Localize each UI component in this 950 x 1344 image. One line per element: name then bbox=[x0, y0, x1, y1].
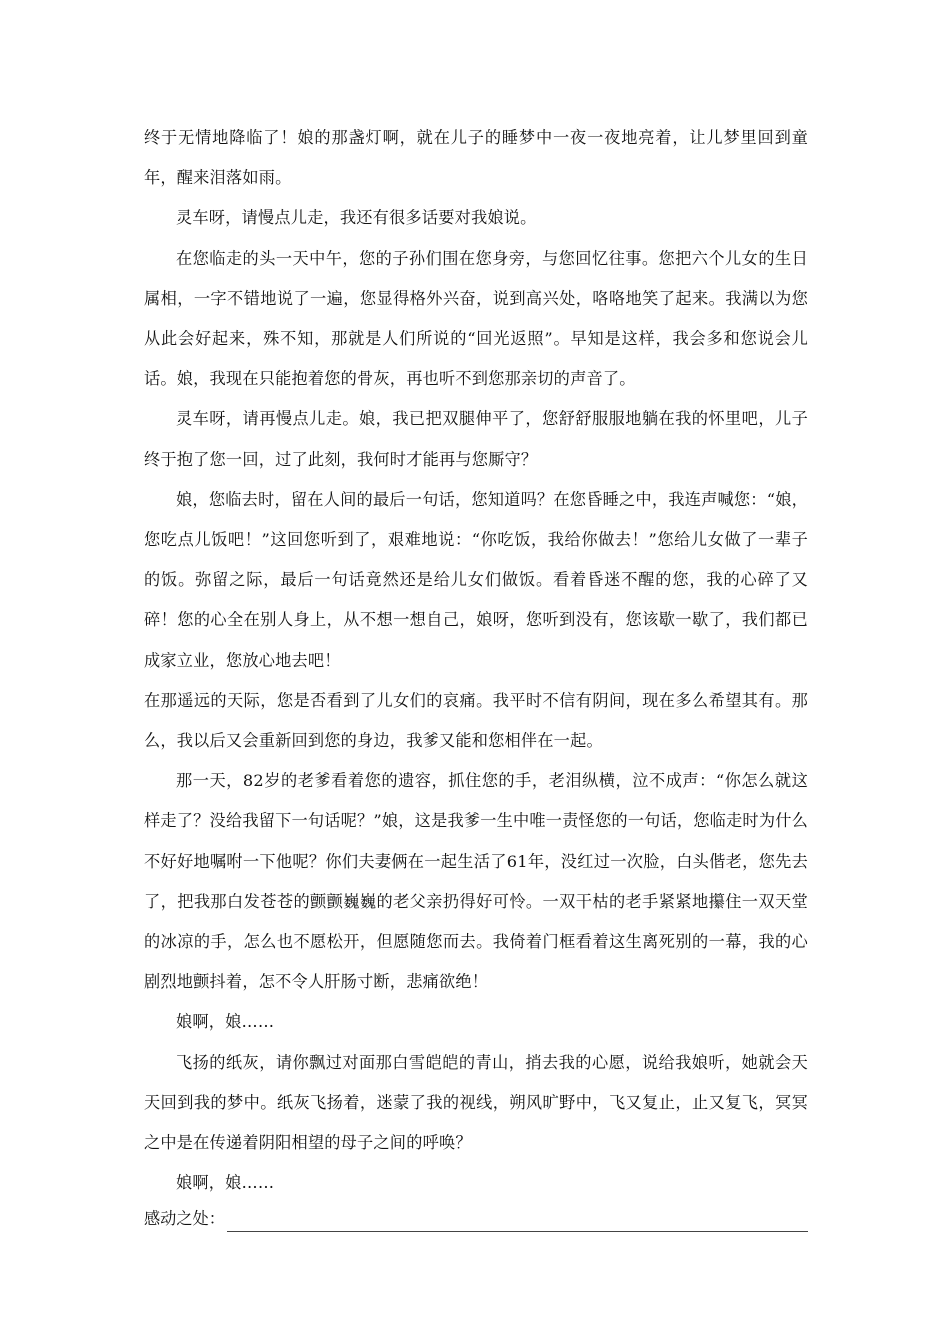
paragraph-10: 娘啊，娘…… bbox=[176, 1173, 275, 1193]
paragraph-9: 飞扬的纸灰，请你飘过对面那白雪皑皑的青山，捎去我的心愿，说给我娘听，她就会天天回到我的梦中。纸灰飞扬着，迷蒙了我的视线，朔风旷野中，飞又复止，止又复飞，冥冥之中是在传递着阴阳相望的母子之间的呼唤？ bbox=[144, 1052, 808, 1153]
document-body bbox=[144, 118, 808, 1240]
paragraph-7: 那一天，82岁的老爹看着您的遗容，抓住您的手，老泪纵横，泣不成声：“你怎么就这样走了？没给我留下一句话呢？”娘，这是我爹一生中唯一责怪您的一句话，您临走时为什么不好好地嘱咐一下他呢？你们夫妻俩在一起生活了61年，没红过一次脸，白头偕老，您先去了，把我那白发苍苍的颤颤巍巍的老父亲扔得好可怜。一双干枯的老手紧紧地攥住一双天堂的冰凉的手，怎么也不愿松开，但愿随您而去。我倚着门框看着这生离死别的一幕，我的心剧烈地颤抖着，怎不令人肝肠寸断，悲痛欲绝！ bbox=[144, 771, 808, 992]
paragraph-6: 在那遥远的天际，您是否看到了儿女们的哀痛。我平时不信有阴间，现在多么希望其有。那么，我以后又会重新回到您的身边，我爹又能和您相伴在一起。 bbox=[144, 690, 808, 751]
paragraph-5: 娘，您临去时，留在人间的最后一句话，您知道吗？在您昏睡之中，我连声喊您：“娘，您吃点儿饭吧！”这回您听到了，艰难地说：“你吃饭，我给你做去！”您给儿女做了一辈子的饭。弥留之际，最后一句话竟然还是给儿女们做饭。看着昏迷不醒的您，我的心碎了又碎！您的心全在别人身上，从不想一想自己，娘呀，您听到没有，您该歇一歇了，我们都已成家立业，您放心地去吧！ bbox=[144, 489, 808, 670]
paragraph-1: 终于无情地降临了！娘的那盏灯啊，就在儿子的睡梦中一夜一夜地亮着，让儿梦里回到童年，醒来泪落如雨。 bbox=[144, 128, 808, 188]
paragraph-4: 灵车呀，请再慢点儿走。娘，我已把双腿伸平了，您舒舒服服地躺在我的怀里吧，儿子终于抱了您一回，过了此刻，我何时才能再与您厮守？ bbox=[144, 409, 808, 469]
answer-blank-line[interactable] bbox=[227, 1205, 808, 1232]
paragraph-8: 娘啊，娘…… bbox=[176, 1012, 275, 1032]
answer-label: 感动之处： bbox=[144, 1209, 225, 1229]
paragraph-2: 灵车呀，请慢点儿走，我还有很多话要对我娘说。 bbox=[176, 208, 537, 228]
answer-prompt bbox=[144, 1199, 808, 1239]
paragraph-3: 在您临走的头一天中午，您的子孙们围在您身旁，与您回忆往事。您把六个儿女的生日属相，一字不错地说了一遍，您显得格外兴奋，说到高兴处，咯咯地笑了起来。我满以为您从此会好起来，殊不知，那就是人们所说的“回光返照”。早知是这样，我会多和您说会儿话。娘，我现在只能抱着您的骨灰，再也听不到您那亲切的声音了。 bbox=[144, 248, 808, 389]
